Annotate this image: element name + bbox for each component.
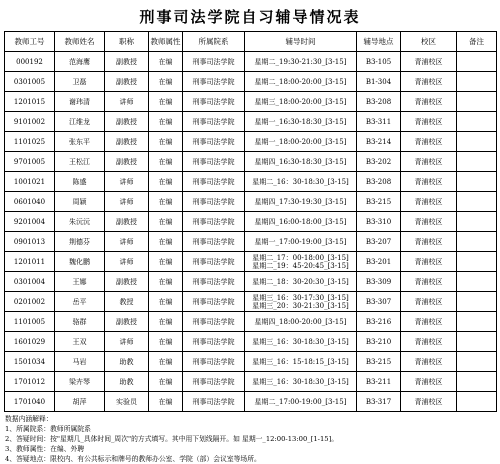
cell-note [457,312,497,332]
cell-note [457,112,497,132]
time-slot: 星期二_19：45-20:45_[3-15] [252,261,349,270]
table-row [5,152,497,172]
header-rank: 职称 [105,32,149,52]
cell-room: B3-202 [357,152,401,172]
cell-note [457,72,497,92]
cell-attribute: 在编 [149,372,183,392]
cell-room: B3-317 [357,392,401,412]
notes-section [4,414,496,464]
cell-rank: 副教授 [105,52,149,72]
cell-note [457,352,497,372]
header-note: 备注 [457,32,497,52]
cell-teacher-id: 1701040 [5,392,55,412]
cell-time [245,192,357,212]
cell-campus: 青浦校区 [401,352,457,372]
cell-teacher-name: 卫磊 [55,72,105,92]
cell-attribute: 在编 [149,132,183,152]
cell-attribute: 在编 [149,192,183,212]
cell-department: 刑事司法学院 [183,352,245,372]
time-slot: 星期一_18:00-20:00_[3-15] [254,137,347,146]
cell-department: 刑事司法学院 [183,252,245,272]
cell-campus: 青浦校区 [401,192,457,212]
header-room: 辅导地点 [357,32,401,52]
cell-teacher-id: 1501034 [5,352,55,372]
cell-teacher-id: 000192 [5,52,55,72]
table-row [5,112,497,132]
cell-rank: 副教授 [105,152,149,172]
cell-department: 刑事司法学院 [183,212,245,232]
cell-time [245,52,357,72]
cell-rank: 讲师 [105,232,149,252]
cell-attribute: 在编 [149,252,183,272]
time-slot: 星期二_17:00-19:00_[3-15] [254,397,347,406]
cell-campus: 青浦校区 [401,372,457,392]
cell-rank: 副教授 [105,212,149,232]
header-teacher-name: 教师姓名 [55,32,105,52]
cell-teacher-name: 王松江 [55,152,105,172]
cell-attribute: 在编 [149,332,183,352]
cell-campus: 青浦校区 [401,292,457,312]
table-body [5,52,497,412]
cell-campus: 青浦校区 [401,212,457,232]
cell-rank: 讲师 [105,252,149,272]
cell-rank: 助教 [105,352,149,372]
cell-teacher-name: 周颖 [55,192,105,212]
cell-rank: 副教授 [105,72,149,92]
cell-teacher-name: 江维龙 [55,112,105,132]
notes-heading: 数据内涵解释： [5,415,53,423]
cell-note [457,392,497,412]
table-row [5,192,497,212]
table-row [5,392,497,412]
time-slot: 星期三_16：30-18:30_[3-15] [252,377,349,386]
cell-note [457,332,497,352]
cell-teacher-id: 0901013 [5,232,55,252]
cell-rank: 讲师 [105,92,149,112]
cell-time [245,292,357,312]
cell-attribute: 在编 [149,172,183,192]
cell-rank: 副教授 [105,132,149,152]
cell-time [245,212,357,232]
table-row [5,72,497,92]
table-row [5,212,497,232]
cell-rank: 讲师 [105,332,149,352]
cell-attribute: 在编 [149,72,183,92]
cell-teacher-name: 朱沅沅 [55,212,105,232]
cell-department: 刑事司法学院 [183,152,245,172]
cell-room: B3-207 [357,232,401,252]
cell-teacher-name: 梁卉琴 [55,372,105,392]
cell-teacher-name: 荆德芬 [55,232,105,252]
cell-teacher-name: 胡萍 [55,392,105,412]
cell-note [457,372,497,392]
cell-note [457,152,497,172]
cell-teacher-id: 1201015 [5,92,55,112]
cell-department: 刑事司法学院 [183,372,245,392]
table-row [5,372,497,392]
cell-time [245,132,357,152]
header-department: 所属院系 [183,32,245,52]
cell-note [457,252,497,272]
cell-time [245,112,357,132]
header-time: 辅导时间 [245,32,357,52]
table-row [5,332,497,352]
cell-note [457,132,497,152]
cell-note [457,212,497,232]
cell-campus: 青浦校区 [401,152,457,172]
cell-teacher-name: 范海鹰 [55,52,105,72]
cell-time [245,72,357,92]
cell-rank: 助教 [105,372,149,392]
cell-teacher-id: 0301005 [5,72,55,92]
cell-note [457,292,497,312]
cell-room: B3-311 [357,112,401,132]
time-slot: 星期四_18:00-20:00_[3-15] [254,317,347,326]
cell-note [457,92,497,112]
cell-attribute: 在编 [149,92,183,112]
cell-campus: 青浦校区 [401,232,457,252]
cell-time [245,332,357,352]
cell-campus: 青浦校区 [401,392,457,412]
cell-time [245,152,357,172]
cell-teacher-id: 9201004 [5,212,55,232]
cell-room: B3-210 [357,332,401,352]
cell-campus: 青浦校区 [401,52,457,72]
cell-rank: 副教授 [105,112,149,132]
cell-teacher-name: 王双 [55,332,105,352]
cell-department: 刑事司法学院 [183,232,245,252]
time-slot: 星期二_18:00-20:00_[3-15] [254,77,347,86]
cell-time [245,392,357,412]
cell-attribute: 在编 [149,52,183,72]
cell-room: B3-211 [357,372,401,392]
note-line: 3、教师属性：在编、外聘 [5,445,85,453]
time-slot: 星期三_18:00-20:00_[3-15] [254,97,347,106]
cell-department: 刑事司法学院 [183,292,245,312]
cell-teacher-name: 骆群 [55,312,105,332]
table-header-row [5,32,497,52]
header-campus: 校区 [401,32,457,52]
cell-teacher-id: 9701005 [5,152,55,172]
time-slot: 星期二_18：30-20:30_[3-15] [252,277,349,286]
cell-teacher-id: 1101005 [5,312,55,332]
cell-teacher-id: 9101002 [5,112,55,132]
time-slot: 星期二_17：00-18:00_[3-15] [252,253,349,262]
time-slot: 星期三_16：30-17:30_[3-15] [252,293,349,302]
cell-campus: 青浦校区 [401,72,457,92]
cell-attribute: 在编 [149,272,183,292]
cell-room: B3-216 [357,312,401,332]
table-row [5,312,497,332]
cell-department: 刑事司法学院 [183,392,245,412]
cell-teacher-name: 魏化鹏 [55,252,105,272]
cell-department: 刑事司法学院 [183,272,245,292]
cell-teacher-name: 马岩 [55,352,105,372]
cell-campus: 青浦校区 [401,332,457,352]
cell-rank: 讲师 [105,172,149,192]
header-teacher-id: 教师工号 [5,32,55,52]
cell-room: B3-215 [357,192,401,212]
cell-teacher-id: 1101025 [5,132,55,152]
cell-attribute: 在编 [149,292,183,312]
cell-room: B3-208 [357,172,401,192]
time-slot: 星期二_19:30-21:30_[3-15] [254,57,347,66]
cell-room: B3-105 [357,52,401,72]
cell-time [245,372,357,392]
schedule-table [4,31,497,412]
time-slot: 星期四_17:30-19:30_[3-15] [254,197,347,206]
cell-note [457,172,497,192]
header-attribute: 教师属性 [149,32,183,52]
cell-attribute: 在编 [149,312,183,332]
cell-time [245,232,357,252]
cell-teacher-id: 1701012 [5,372,55,392]
note-line: 4、答疑地点：限校内、有公共标示和牌号的教师办公室、学院（部）会议室等场所。 [5,455,261,463]
cell-room: B3-310 [357,212,401,232]
cell-teacher-id: 1001021 [5,172,55,192]
time-slot: 星期三_16：15-18:15_[3-15] [252,357,349,366]
cell-note [457,192,497,212]
table-row [5,252,497,272]
cell-department: 刑事司法学院 [183,332,245,352]
cell-department: 刑事司法学院 [183,192,245,212]
table-row [5,132,497,152]
cell-room: B3-208 [357,92,401,112]
cell-attribute: 在编 [149,152,183,172]
time-slot: 星期一_17:00-19:00_[3-15] [254,237,347,246]
cell-teacher-id: 0601040 [5,192,55,212]
cell-teacher-name: 谢玮清 [55,92,105,112]
table-row [5,92,497,112]
cell-time [245,312,357,332]
cell-campus: 青浦校区 [401,132,457,152]
cell-room: B3-214 [357,132,401,152]
cell-teacher-id: 1201011 [5,252,55,272]
cell-campus: 青浦校区 [401,92,457,112]
cell-attribute: 在编 [149,112,183,132]
cell-time [245,172,357,192]
note-line: 2、答疑时间：按"星期几_具体时间_周次"的方式填写。其中用下划线隔开。如 星期一_12:00-13:00_[1-15]。 [5,435,339,443]
cell-rank: 讲师 [105,192,149,212]
cell-attribute: 在编 [149,392,183,412]
cell-campus: 青浦校区 [401,172,457,192]
cell-department: 刑事司法学院 [183,72,245,92]
cell-department: 刑事司法学院 [183,112,245,132]
cell-rank: 教授 [105,292,149,312]
cell-campus: 青浦校区 [401,312,457,332]
table-row [5,292,497,312]
time-slot: 星期二_16：30-18:30_[3-15] [252,177,349,186]
cell-teacher-id: 0301004 [5,272,55,292]
cell-time [245,252,357,272]
cell-department: 刑事司法学院 [183,172,245,192]
cell-teacher-name: 张东平 [55,132,105,152]
cell-department: 刑事司法学院 [183,92,245,112]
time-slot: 星期四_16:00-18:00_[3-15] [254,217,347,226]
table-row [5,272,497,292]
cell-campus: 青浦校区 [401,272,457,292]
cell-rank: 副教授 [105,272,149,292]
cell-time [245,272,357,292]
cell-attribute: 在编 [149,232,183,252]
cell-department: 刑事司法学院 [183,132,245,152]
cell-room: B3-201 [357,252,401,272]
cell-department: 刑事司法学院 [183,312,245,332]
cell-time [245,352,357,372]
cell-time [245,92,357,112]
table-row [5,232,497,252]
cell-teacher-name: 陈盛 [55,172,105,192]
page-title: 刑事司法学院自习辅导情况表 [139,8,361,26]
cell-rank: 实验员 [105,392,149,412]
table-row [5,52,497,72]
cell-campus: 青浦校区 [401,252,457,272]
cell-attribute: 在编 [149,352,183,372]
cell-department: 刑事司法学院 [183,52,245,72]
time-slot: 星期四_16:30-18:30_[3-15] [254,157,347,166]
cell-attribute: 在编 [149,212,183,232]
time-slot: 星期三_16：30-18:30_[3-15] [252,337,349,346]
cell-campus: 青浦校区 [401,112,457,132]
time-slot: 星期三_20：30-21:30_[3-15] [252,301,349,310]
table-row [5,352,497,372]
table-row [5,172,497,192]
cell-note [457,52,497,72]
cell-teacher-id: 1601029 [5,332,55,352]
cell-teacher-name: 王娜 [55,272,105,292]
cell-room: B3-307 [357,292,401,312]
cell-teacher-name: 岳平 [55,292,105,312]
cell-rank: 副教授 [105,312,149,332]
cell-note [457,272,497,292]
cell-room: B3-215 [357,352,401,372]
cell-note [457,232,497,252]
cell-teacher-id: 0201002 [5,292,55,312]
time-slot: 星期一_16:30-18:30_[3-15] [254,117,347,126]
cell-room: B1-304 [357,72,401,92]
note-line: 1、所属院系：教师所属院系 [5,425,91,433]
cell-room: B3-309 [357,272,401,292]
